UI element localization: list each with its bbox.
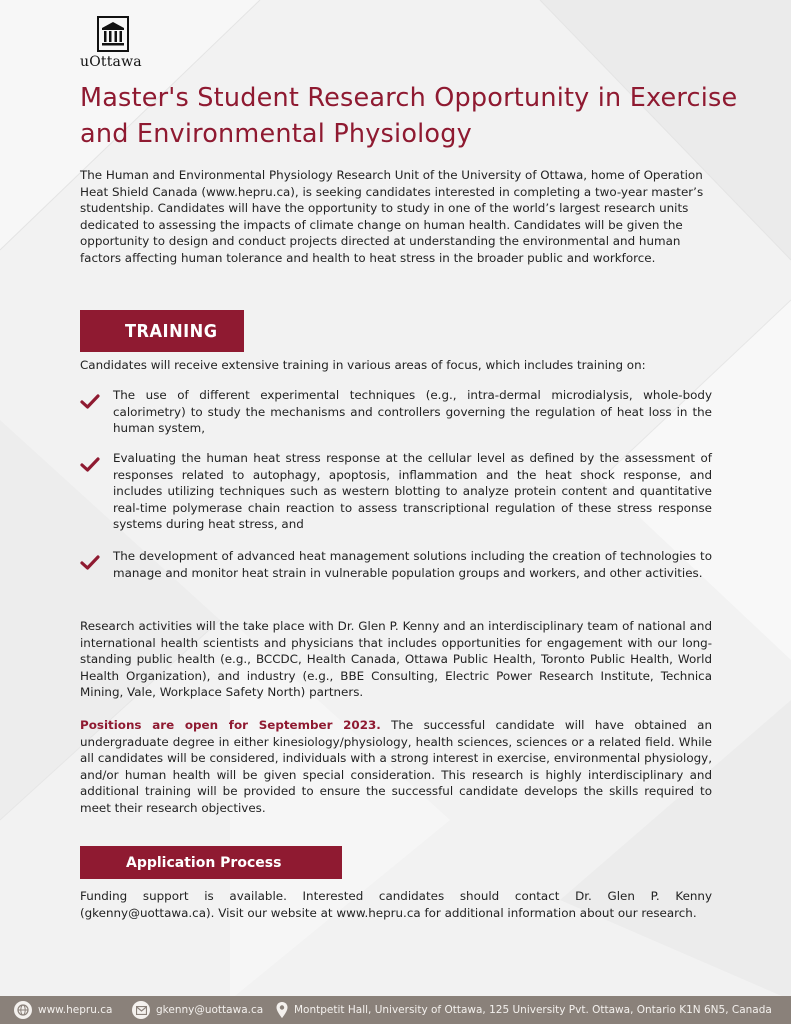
training-lead: Candidates will receive extensive training in various areas of focus, which includes training on: (80, 358, 646, 372)
footer-website[interactable] (14, 999, 112, 1021)
footer-email-text: gkenny@uottawa.ca (156, 1004, 264, 1016)
email-icon (132, 1001, 150, 1019)
application-paragraph: Funding support is available. Interested candidates should contact Dr. Glen P. Kenny (gkenny@uottawa.ca). Visit our website at www.hepru.ca for additional information about our research. (80, 889, 712, 920)
list-item-text: The use of different experimental techniques (e.g., intra-dermal microdialysis, whole-body calorimetry) to study the mechanisms and controllers governing the regulation of heat loss in the human system, (113, 388, 712, 435)
location-pin-icon (275, 1001, 289, 1019)
research-paragraph: Research activities will the take place with Dr. Glen P. Kenny and an interdisciplinary team of national and international health scientists and physicians that includes opportunities for engagement with our long-standing public health (e.g., BCCDC, Health Canada, Ottawa Public Health, Toronto Public Health, World Health Organization), and industry (e.g., BBE Consulting, Electric Power Research Institute, Technica Mining, Vale, Workplace Safety North) partners. (80, 619, 712, 699)
logo-text: uOttawa (80, 54, 142, 70)
list-item-text: Evaluating the human heat stress response at the cellular level as defined by the assessment of responses related to autophagy, apoptosis, inflammation and the heat shock response, and includes utilizing techniques such as western blotting to analyze protein content and quantitative real-time polymerase chain reaction to assess transcriptional regulation of these stress response systems during heat stress, and (113, 451, 712, 531)
checkmark-icon (80, 555, 100, 571)
positions-paragraph (80, 717, 712, 816)
application-heading: Application Process (80, 846, 342, 879)
positions-highlight: Positions are open for September 2023. (80, 718, 381, 732)
uottawa-logo[interactable] (80, 16, 150, 76)
positions-text: The successful candidate will have obtained an undergraduate degree in either kinesiology/physiology, health sciences, sciences or a related field. While all candidates will be considered, individuals with a strong interest in exercise, environmental physiology, and/or human health will be given special consideration. This research is highly interdisciplinary and additional training will be provided to ensure the successful candidate develops the skills required to meet their research objectives. (80, 718, 712, 815)
training-heading: TRAINING (80, 310, 244, 352)
intro-paragraph: The Human and Environmental Physiology Research Unit of the University of Ottawa, home of Operation Heat Shield Canada (www.hepru.ca), is seeking candidates interested in completing a two-year master’s studentship. Candidates will have the opportunity to study in one of the world’s largest research units dedicated to assessing the impacts of climate change on human health. Candidates will be given the opportunity to design and conduct projects directed at understanding the environmental and human factors affecting human tolerance and health to heat stress in the broader public and workforce. (80, 168, 704, 265)
footer-website-text: www.hepru.ca (38, 1004, 113, 1016)
university-building-icon (96, 16, 130, 52)
footer-email[interactable] (132, 999, 263, 1021)
checkmark-icon (80, 394, 100, 410)
globe-icon (14, 1001, 32, 1019)
checkmark-icon (80, 457, 100, 473)
footer-address-text: Montpetit Hall, University of Ottawa, 125 University Pvt. Ottawa, Ontario K1N 6N5, Canada (294, 1004, 772, 1016)
list-item-text: The development of advanced heat management solutions including the creation of technologies to manage and monitor heat strain in vulnerable population groups and workers, and other activities. (113, 549, 712, 580)
footer-bar (0, 996, 791, 1024)
page-title: Master's Student Research Opportunity in Exercise and Environmental Physiology (80, 83, 738, 149)
footer-address (275, 999, 772, 1021)
